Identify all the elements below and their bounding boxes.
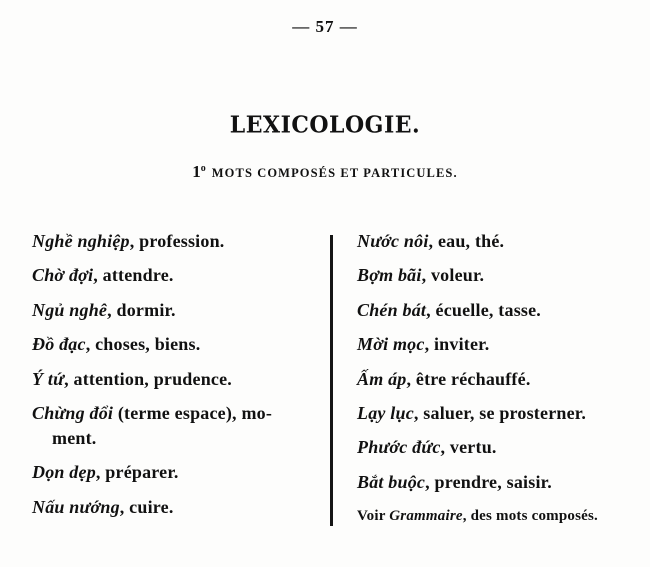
french-gloss: , saluer, se prosterner. [413, 402, 587, 423]
french-gloss: , prendre, saisir. [425, 471, 552, 492]
page-title: LEXICOLOGIE. [229, 111, 421, 139]
page-number: — 57 — [292, 17, 358, 36]
vocab-entry [32, 230, 310, 252]
left-column [32, 230, 310, 530]
french-gloss: , préparer. [95, 462, 179, 483]
vietnamese-term: Chờ đợi [32, 265, 94, 286]
vietnamese-term: Bợm bãi [357, 265, 422, 286]
french-gloss: , eau, thé. [428, 231, 505, 251]
vocab-entry [32, 264, 310, 286]
vietnamese-term: Bắt buộc [357, 471, 426, 492]
french-gloss: , attendre. [93, 265, 174, 286]
vocab-entry [357, 264, 647, 286]
french-gloss-continuation: ment. [52, 427, 97, 448]
vietnamese-term: Nước nôi [357, 231, 429, 251]
vietnamese-term: Ngủ nghê [32, 299, 108, 320]
vietnamese-term: Chừng đổi [32, 402, 114, 423]
vocab-entry [357, 368, 647, 390]
section-ordinal-mark: o [200, 163, 206, 174]
section-number-digit: 1 [192, 162, 201, 181]
column-divider [330, 235, 333, 526]
vietnamese-term: Mời mọc [357, 334, 425, 355]
vietnamese-term: Ấm áp [357, 368, 407, 389]
vietnamese-term: Nấu nướng [32, 496, 120, 517]
vietnamese-term: Chén bát [357, 299, 427, 320]
vocab-entry [357, 402, 647, 424]
right-column [357, 230, 647, 540]
french-gloss: (terme espace), mo- [113, 402, 273, 423]
vocab-entry [32, 496, 310, 518]
french-gloss: , écuelle, tasse. [426, 299, 541, 320]
vocab-entry [32, 402, 310, 449]
vietnamese-term: Ý tứ [32, 368, 65, 389]
french-gloss: , attention, prudence. [64, 368, 232, 389]
vocab-entry [32, 299, 310, 321]
section-number [192, 162, 206, 181]
note-prefix: Voir [357, 508, 390, 525]
vocab-entry [357, 230, 647, 252]
vocab-entry [32, 368, 310, 390]
vocab-entry [357, 436, 647, 458]
note-reference: Grammaire [389, 508, 463, 525]
vocab-entry [357, 333, 647, 355]
grammar-reference-note [357, 505, 647, 527]
vocab-entry [32, 333, 310, 355]
french-gloss: , cuire. [119, 496, 174, 517]
vocab-entry [32, 461, 310, 483]
section-heading [0, 162, 650, 182]
vocab-entry [357, 471, 647, 493]
french-gloss: , inviter. [424, 334, 490, 355]
section-label: MOTS COMPOSÉS ET PARTICULES. [211, 166, 458, 180]
vietnamese-term: Đồ đạc [32, 334, 86, 355]
note-suffix: , des mots composés. [462, 508, 598, 525]
french-gloss: , voleur. [421, 265, 485, 286]
french-gloss: , dormir. [107, 299, 176, 320]
vietnamese-term: Phước đức [357, 437, 441, 458]
french-gloss: , être réchauffé. [406, 368, 531, 389]
vietnamese-term: Dọn dẹp [32, 462, 96, 483]
french-gloss: , profession. [129, 231, 225, 251]
vietnamese-term: Lạy lục [357, 402, 414, 423]
vocab-entry [357, 299, 647, 321]
french-gloss: , vertu. [440, 437, 497, 458]
french-gloss: , choses, biens. [85, 334, 201, 355]
vietnamese-term: Nghề nghiệp [32, 231, 130, 251]
